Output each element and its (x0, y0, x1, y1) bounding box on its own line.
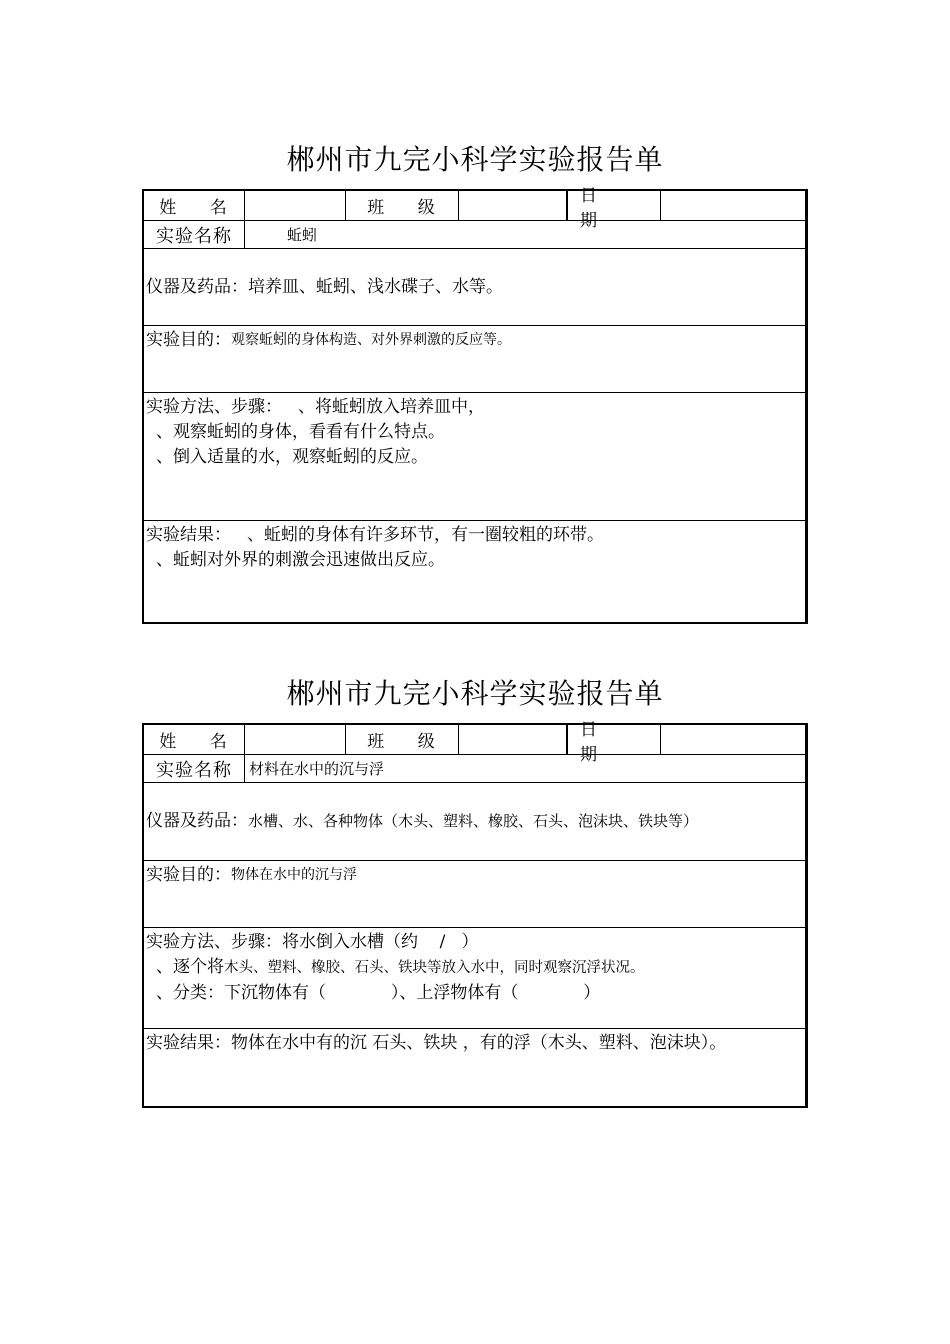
method-label: 实验方法、步骤： (146, 932, 282, 952)
date-label: 日 期 (567, 725, 661, 754)
experiment-name-value: 材料在水中的沉与浮 (249, 760, 385, 778)
report-form (142, 719, 808, 1108)
method-step: 将水倒入水槽（约 / ） (282, 932, 479, 952)
date-field[interactable] (661, 725, 805, 754)
method-row (144, 928, 805, 1029)
purpose-value: 物体在水中的沉与浮 (231, 867, 357, 883)
result-label: 实验结果： (146, 525, 231, 545)
result-label: 实验结果： (146, 1033, 231, 1053)
experiment-name-value: 蚯蚓 (287, 226, 318, 244)
result-row (144, 1029, 805, 1058)
report-form (142, 185, 808, 624)
method-step: 、观察蚯蚓的身体，看看有什么特点。 (156, 422, 445, 442)
header-row (144, 719, 805, 765)
experiment-name-row (144, 221, 805, 249)
header-row (144, 185, 805, 231)
name-label: 姓 名 (144, 191, 245, 220)
equipment-row (144, 249, 805, 326)
experiment-name-label: 实验名称 (144, 221, 245, 248)
purpose-label: 实验目的： (146, 330, 231, 350)
date-label: 日 期 (567, 191, 661, 220)
purpose-label: 实验目的： (146, 865, 231, 885)
name-label: 姓 名 (144, 725, 245, 754)
method-step: 、分类：下沉物体有（ ）、上浮物体有（ ） (156, 983, 601, 1003)
report-title: 郴州市九完小科学实验报告单 (286, 143, 664, 176)
equipment-label: 仪器及药品： (146, 811, 248, 831)
result-value: 物体在水中有的沉 石头、铁块 ，有的浮（木头、塑料、泡沫块）。 (231, 1033, 727, 1053)
report-title: 郴州市九完小科学实验报告单 (286, 677, 664, 710)
name-field[interactable] (245, 191, 346, 220)
name-field[interactable] (245, 725, 346, 754)
date-field[interactable] (661, 191, 805, 220)
experiment-name-label: 实验名称 (144, 755, 245, 782)
equipment-row (144, 783, 805, 861)
method-step: 、逐个将 (156, 957, 224, 977)
result-row (144, 521, 805, 575)
method-step: 、倒入适量的水，观察蚯蚓的反应。 (156, 447, 428, 467)
class-field[interactable] (459, 191, 567, 220)
purpose-row (144, 861, 805, 928)
result-line: 、蚯蚓对外界的刺激会迅速做出反应。 (156, 550, 445, 570)
class-field[interactable] (459, 725, 567, 754)
method-label: 实验方法、步骤： (146, 397, 282, 417)
class-label: 班 级 (346, 191, 459, 220)
method-row (144, 393, 805, 521)
experiment-name-row (144, 755, 805, 783)
class-label: 班 级 (346, 725, 459, 754)
equipment-value: 水槽、水、各种物体（木头、塑料、橡胶、石头、泡沫块、铁块等） (248, 812, 699, 830)
purpose-row (144, 326, 805, 393)
equipment-label: 仪器及药品： (146, 276, 248, 297)
result-line: 、蚯蚓的身体有许多环节，有一圈较粗的环带。 (247, 525, 604, 545)
method-step: 、将蚯蚓放入培养皿中， (298, 397, 485, 417)
equipment-value: 培养皿、蚯蚓、浅水碟子、水等。 (248, 276, 503, 297)
purpose-value: 观察蚯蚓的身体构造、对外界刺激的反应等。 (231, 332, 511, 348)
method-step-detail: 木头、塑料、橡胶、石头、铁块等放入水中，同时观察沉浮状况。 (224, 960, 645, 976)
